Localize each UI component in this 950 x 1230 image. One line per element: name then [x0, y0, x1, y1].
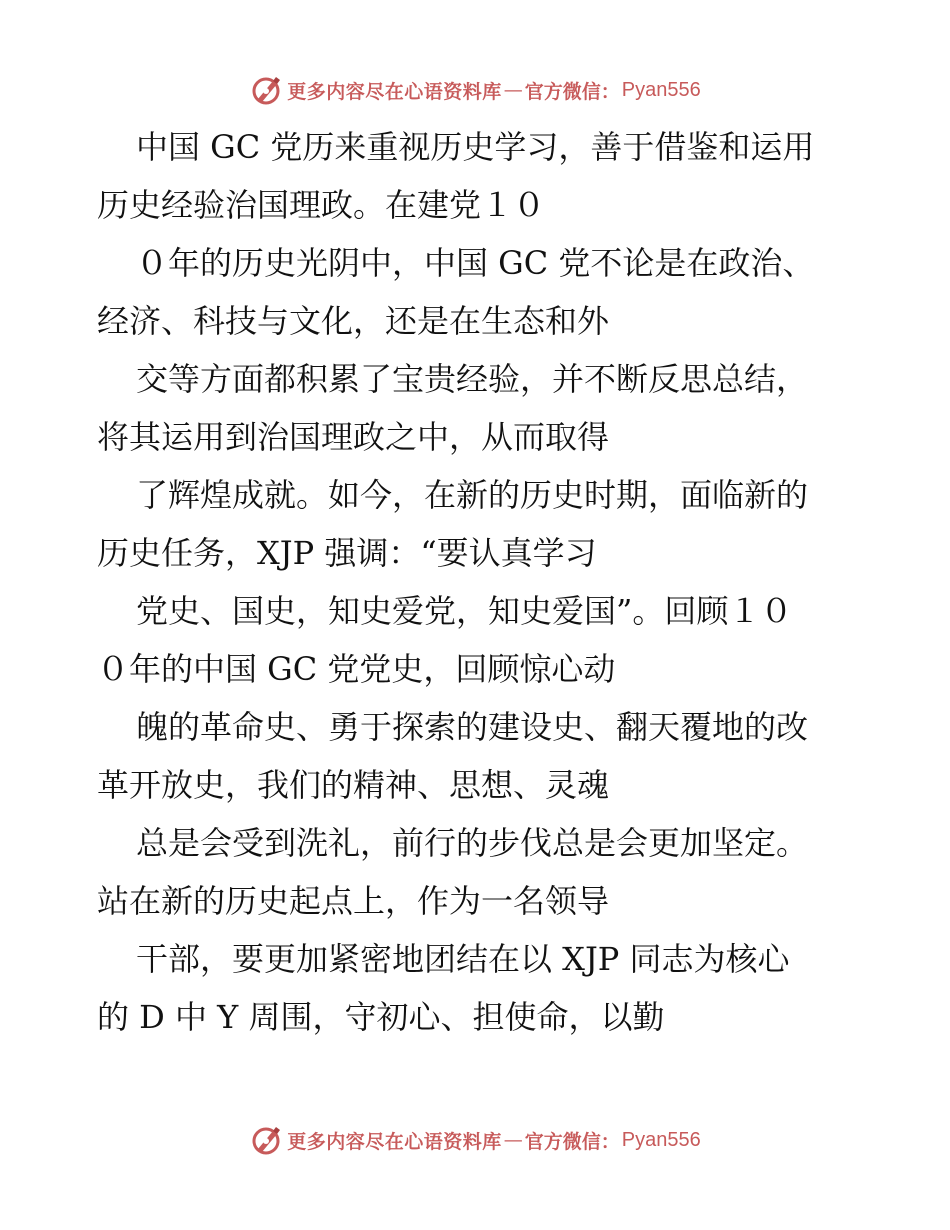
body-line: 交等方面都积累了宝贵经验，并不断反思总结，: [136, 360, 809, 398]
header-brand-text: 更多内容尽在心语资料库: [287, 80, 502, 103]
footer-official-label: 官方微信：: [524, 1130, 620, 1153]
body-line: 站在新的历史起点上，作为一名领导: [97, 882, 610, 920]
body-text: [97, 118, 857, 1046]
body-line: 干部，要更加紧密地团结在以 XJP 同志为核心: [136, 940, 790, 978]
body-line: 经济、科技与文化，还是在生态和外: [97, 302, 610, 340]
body-line: 将其运用到治国理政之中，从而取得: [97, 418, 610, 456]
body-line: 了辉煌成就。如今，在新的历史时期，面临新的: [136, 476, 809, 514]
body-line: 中国 GC 党历来重视历史学习，善于借鉴和运用: [136, 128, 815, 166]
body-line: 历史经验治国理政。在建党１０: [97, 186, 546, 224]
footer-wechat-id: Pyan556: [621, 1128, 701, 1151]
body-line: 历史任务，XJP 强调：“要认真学习: [97, 534, 597, 572]
footer-brand-text: 更多内容尽在心语资料库: [287, 1130, 502, 1153]
footer-dash: —: [503, 1129, 523, 1151]
header-dash: —: [503, 79, 523, 101]
body-line: 革开放史，我们的精神、思想、灵魂: [97, 766, 610, 804]
pen-circle-logo-icon: [249, 1123, 283, 1157]
body-line: ０年的中国 GC 党党史，回顾惊心动: [97, 650, 616, 688]
header-official-label: 官方微信：: [524, 80, 620, 103]
pen-circle-logo-icon: [249, 73, 283, 107]
body-line: 魄的革命史、勇于探索的建设史、翻天覆地的改: [136, 708, 809, 746]
body-line: 的 D 中 Y 周围，守初心、担使命，以勤: [97, 998, 665, 1036]
header-wechat-id: Pyan556: [621, 78, 701, 101]
body-line: 总是会受到洗礼，前行的步伐总是会更加坚定。: [136, 824, 809, 862]
body-line: 党史、国史，知史爱党，知史爱国”。回顾１０: [136, 592, 793, 630]
header-watermark: [0, 72, 950, 108]
footer-watermark: [0, 1122, 950, 1158]
body-line: ０年的历史光阴中，中国 GC 党不论是在政治、: [136, 244, 815, 282]
